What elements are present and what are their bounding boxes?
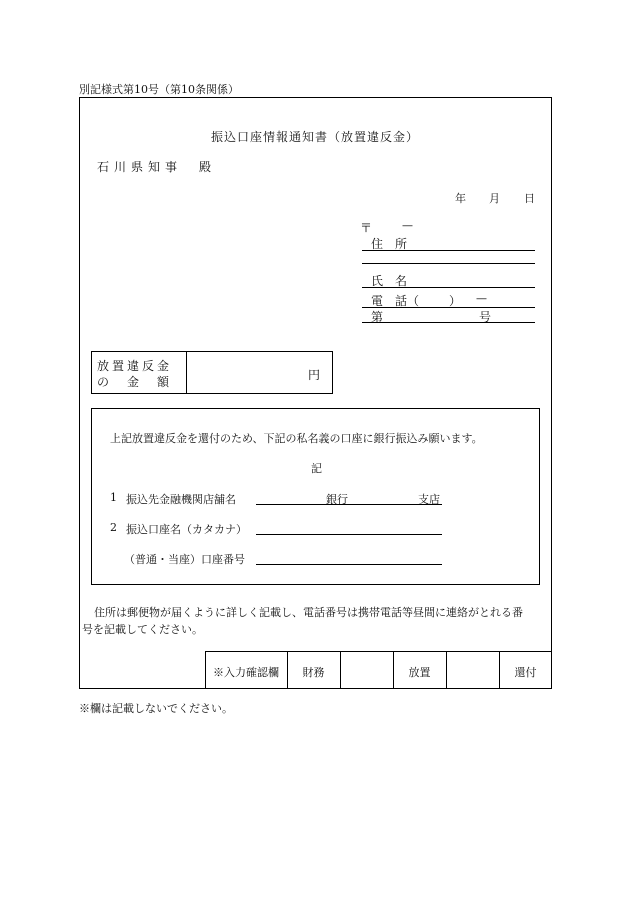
ki-mark: 記 <box>311 462 322 475</box>
note-line-2: 号を記載してください。 <box>82 623 203 636</box>
address-line-1[interactable] <box>362 250 535 251</box>
name-line[interactable] <box>362 287 535 288</box>
item-3-label: （普通・当座）口座番号 <box>124 553 245 566</box>
phone-line[interactable] <box>362 307 535 308</box>
item-1-label: 振込先金融機関店舗名 <box>126 493 236 506</box>
office-parking-label: 放置 <box>408 666 431 679</box>
item-2-label: 振込口座名（カタカナ） <box>126 523 247 536</box>
item-1-number: 1 <box>110 491 117 504</box>
date-month-label: 月 <box>489 192 500 205</box>
account-name-line[interactable] <box>256 534 442 535</box>
form-number: 別記様式第10号（第10条関係） <box>79 83 239 96</box>
addressee: 石川県知事 殿 <box>97 160 217 174</box>
phone-close-paren: ） <box>449 294 462 308</box>
office-refund-label: 還付 <box>514 666 537 679</box>
amount-input-area[interactable] <box>188 353 298 392</box>
note-line-1: 住所は郵便物が届くように詳しく記載し、電話番号は携帯電話等昼間に連絡がとれる番 <box>94 606 523 619</box>
item-2-number: 2 <box>110 521 117 534</box>
amount-divider <box>186 351 187 394</box>
number-suffix: 号 <box>479 310 492 324</box>
office-row-divider-2 <box>340 651 341 689</box>
office-row-divider-4 <box>446 651 447 689</box>
date-year-label: 年 <box>455 192 466 205</box>
number-prefix: 第 <box>371 310 384 324</box>
postal-mark: 〒 <box>360 221 373 235</box>
request-text: 上記放置違反金を還付のため、下記の私名義の口座に銀行振込み願います。 <box>110 432 483 445</box>
item-1-branch-suffix: 支店 <box>418 493 440 506</box>
bank-branch-line[interactable] <box>256 504 442 505</box>
office-finance-label: 財務 <box>302 666 325 679</box>
office-confirm-label: ※入力確認欄 <box>213 666 279 679</box>
amount-unit: 円 <box>308 368 321 382</box>
phone-dash: — <box>476 292 487 305</box>
amount-label-line2: の 金 額 <box>97 375 173 389</box>
name-label: 氏 名 <box>371 274 408 288</box>
account-number-line[interactable] <box>256 564 442 565</box>
footer-note: ※欄は記載しないでください。 <box>79 702 233 715</box>
phone-label: 電 話（ <box>371 294 420 308</box>
number-line[interactable] <box>362 322 535 323</box>
amount-label-line1: 放置違反金 <box>97 359 173 373</box>
postal-dash: — <box>402 219 413 232</box>
address-label: 住 所 <box>371 237 408 251</box>
item-1-bank-suffix: 銀行 <box>326 493 348 506</box>
date-day-label: 日 <box>524 192 535 205</box>
address-line-2[interactable] <box>362 263 535 264</box>
form-title: 振込口座情報通知書（放置違反金） <box>210 130 419 144</box>
